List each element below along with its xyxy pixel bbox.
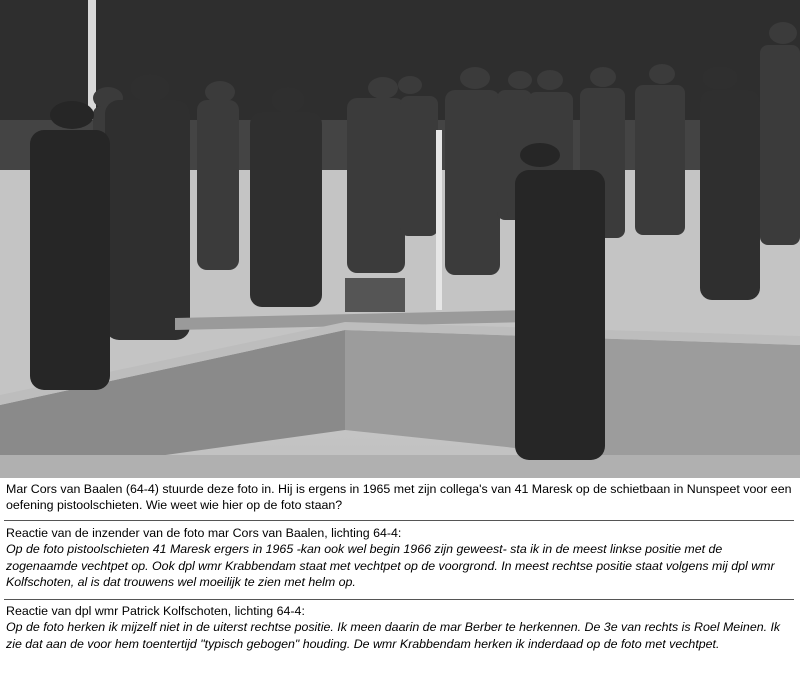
reaction-body: Op de foto herken ik mijzelf niet in de uiterst rechtse positie. Ik meen daarin de mar Berber te herkennen. De 3e van rechts is Roel Meinen. Ik zie dat aan de voor hem toentertijd "typisch gebogen" houding. De wmr Krabbendam herken ik inderdaad op de foto met vechtpet.	[6, 620, 781, 651]
reaction-heading: Reactie van dpl wmr Patrick Kolfschoten, lichting 64-4:	[6, 604, 305, 618]
divider	[4, 520, 794, 521]
divider	[4, 599, 794, 600]
reaction-block	[6, 525, 794, 591]
reaction-heading: Reactie van de inzender van de foto mar Cors van Baalen, lichting 64-4:	[6, 526, 402, 540]
photo-caption: Mar Cors van Baalen (64-4) stuurde deze foto in. Hij is ergens in 1965 met zijn collega's van 41 Maresk op de schietbaan in Nunspeet voor een oefening pistoolschieten. Wie weet wie hier op de foto staan?	[6, 482, 792, 513]
reaction-block	[6, 603, 794, 652]
reaction-body: Op de foto pistoolschieten 41 Maresk ergers in 1965 -kan ook wel begin 1966 zijn geweest- sta ik in de meest linkse positie met de zogenaamde vechtpet op. Ook dpl wmr Krabbendam staat met vechtpet op de voorgrond. In meest rechtse positie staat volgens mij dpl wmr Kolfschoten, al is dat trouwens wel moeilijk te zien met helm op.	[6, 542, 775, 590]
